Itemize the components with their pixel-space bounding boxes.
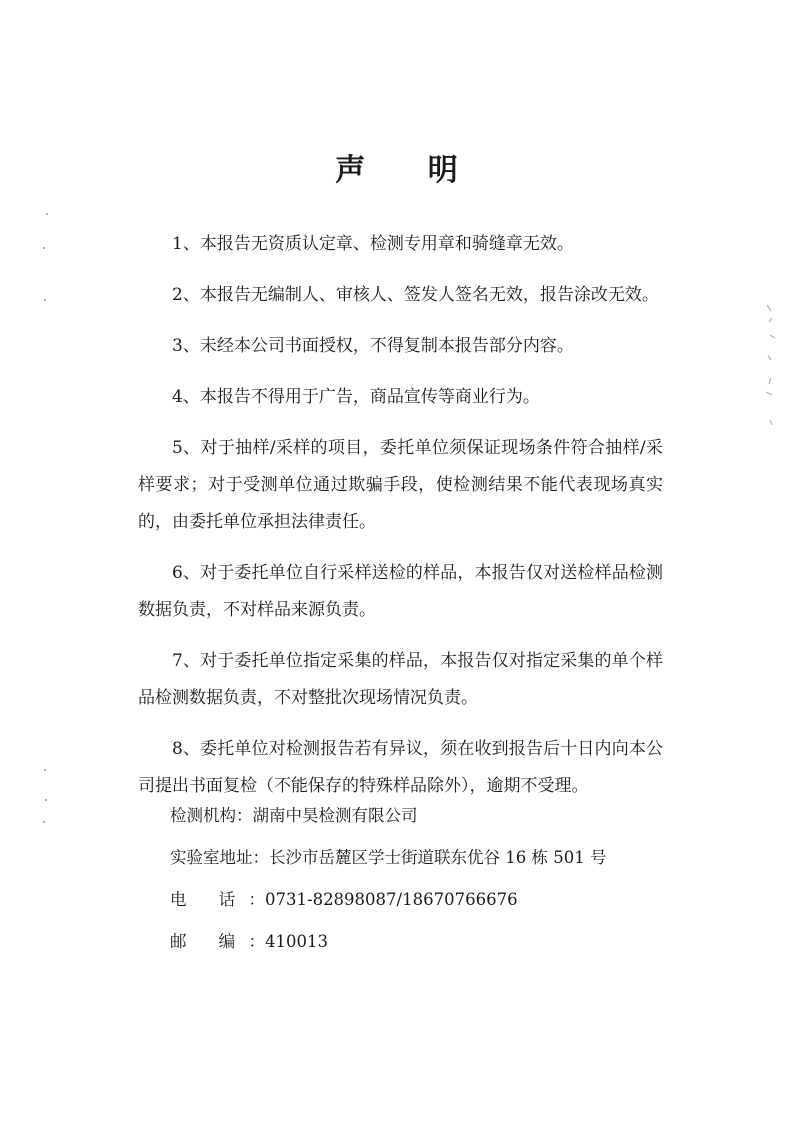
clause-1: 1、本报告无资质认定章、检测专用章和骑缝章无效。 <box>172 234 574 254</box>
postcode-label-char: 邮 <box>170 932 200 951</box>
clause-7: 7、对于委托单位指定采集的样品，本报告仅对指定采集的单个样品检测数据负责，不对整批次现场情况负责。 <box>138 651 663 708</box>
clause-3: 3、未经本公司书面授权，不得复制本报告部分内容。 <box>172 336 574 356</box>
postcode-row <box>170 921 690 963</box>
clause-2: 2、本报告无编制人、审核人、签发人签名无效，报告涂改无效。 <box>172 285 659 305</box>
postcode-label <box>170 921 265 963</box>
page-title: 声 明 <box>335 153 484 188</box>
clause-5: 5、对于抽样/采样的项目，委托单位须保证现场条件符合抽样/采样要求；对于受测单位通过欺骗手段，使检测结果不能代表现场真实的，由委托单位承担法律责任。 <box>138 438 663 532</box>
phone-value: 0731-82898087/18670766676 <box>265 890 518 909</box>
org-value: 湖南中昊检测有限公司 <box>252 806 418 825</box>
org-row <box>170 795 690 837</box>
contact-info <box>170 795 690 963</box>
lab-address-row <box>170 837 690 879</box>
postcode-label-tail: 编： <box>218 932 266 951</box>
lab-address-label: 实验室地址： <box>170 848 269 867</box>
clause-8: 8、委托单位对检测报告若有异议，须在收到报告后十日内向本公司提出书面复检（不能保存的特殊样品除外），逾期不受理。 <box>138 739 663 796</box>
clause-6: 6、对于委托单位自行采样送检的样品，本报告仅对送检样品检测数据负责，不对样品来源负责。 <box>138 563 663 620</box>
phone-label <box>170 879 265 921</box>
phone-label-tail: 话： <box>218 890 266 909</box>
phone-label-char: 电 <box>170 890 200 909</box>
declaration-clauses <box>138 226 663 819</box>
postcode-value: 410013 <box>265 932 328 951</box>
org-label: 检测机构： <box>170 806 253 825</box>
clause-4: 4、本报告不得用于广告，商品宣传等商业行为。 <box>172 387 540 407</box>
lab-address-value: 长沙市岳麓区学士街道联东优谷 16 栋 501 号 <box>269 848 607 867</box>
phone-row <box>170 879 690 921</box>
